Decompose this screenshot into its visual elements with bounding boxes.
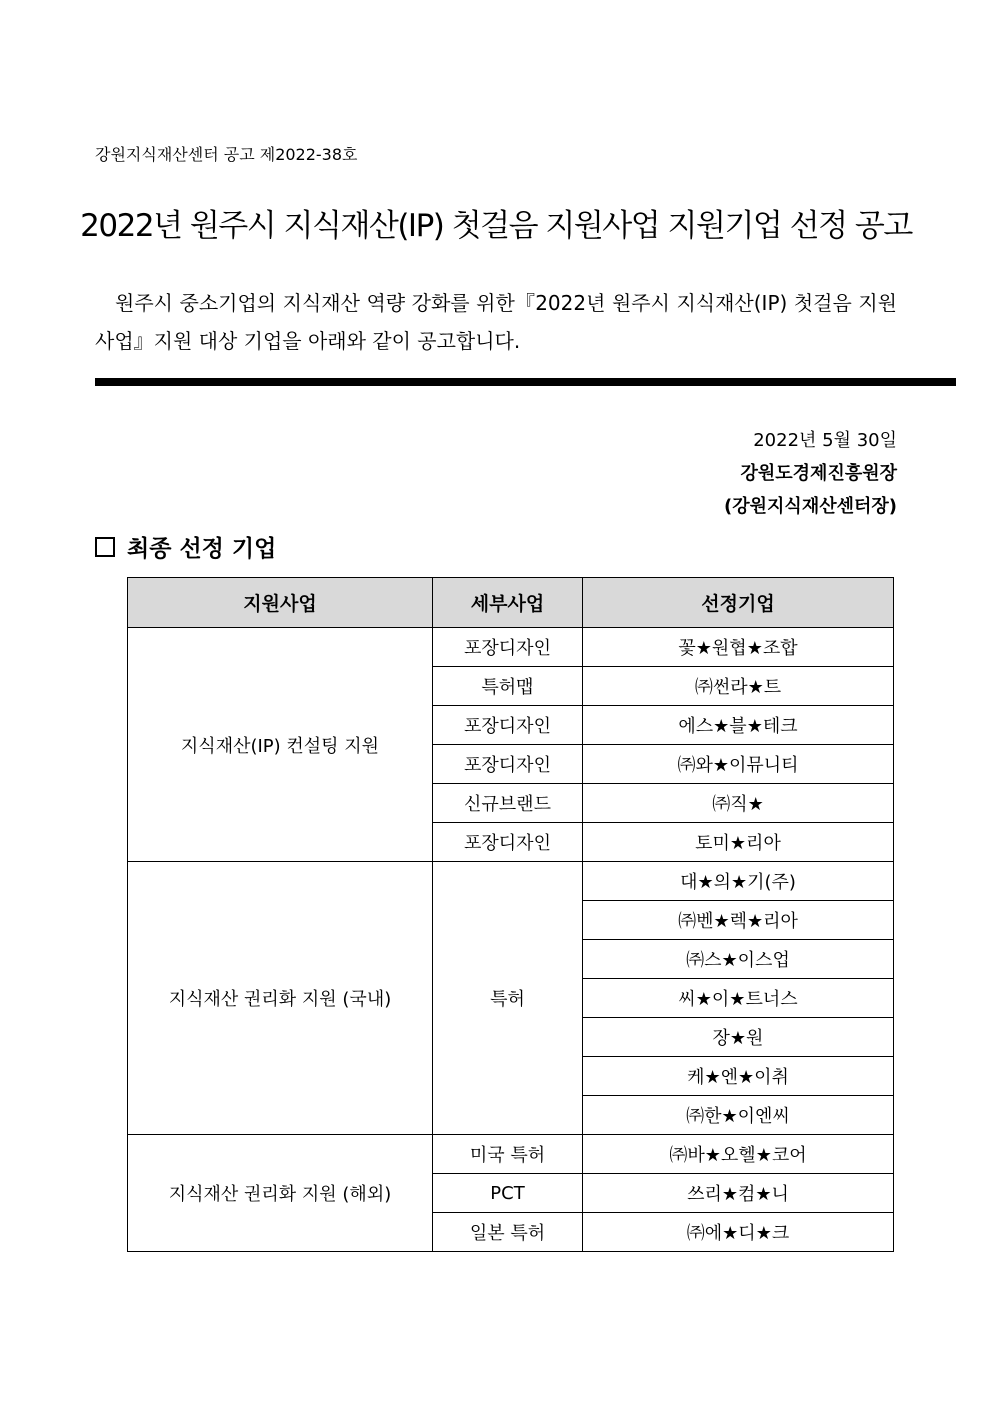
notice-date: 2022년 5월 30일 [753, 430, 897, 451]
company-cell: ㈜스★이스업 [583, 940, 894, 979]
intro-paragraph: 원주시 중소기업의 지식재산 역량 강화를 위한『2022년 원주시 지식재산(IP) 첫걸음 지원사업』지원 대상 기업을 아래와 같이 공고합니다. [95, 291, 897, 353]
company-cell: ㈜바★오헬★코어 [583, 1135, 894, 1174]
company-cell: ㈜썬라★트 [583, 667, 894, 706]
column-header: 지원사업 [128, 578, 433, 628]
divider [95, 378, 956, 386]
signature-block [724, 424, 897, 523]
selection-table [127, 577, 894, 1252]
company-cell: ㈜벤★렉★리아 [583, 901, 894, 940]
company-cell: ㈜한★이엔씨 [583, 1096, 894, 1135]
square-bullet-icon [95, 537, 115, 557]
sub-program-cell: 특허 [433, 862, 583, 1135]
company-cell: 토미★리아 [583, 823, 894, 862]
company-cell: 씨★이★트너스 [583, 979, 894, 1018]
program-cell: 지식재산 권리화 지원 (해외) [128, 1135, 433, 1252]
table-header-row [128, 578, 894, 628]
sub-program-cell: 미국 특허 [433, 1135, 583, 1174]
table-row [128, 1135, 894, 1174]
section-title: 최종 선정 기업 [127, 536, 277, 562]
section-heading [95, 530, 276, 563]
notice-number: 강원지식재산센터 공고 제2022-38호 [95, 145, 358, 164]
sub-program-cell: 포장디자인 [433, 628, 583, 667]
program-cell: 지식재산(IP) 컨설팅 지원 [128, 628, 433, 862]
table-row [128, 862, 894, 901]
sub-program-cell: 포장디자인 [433, 706, 583, 745]
column-header: 선정기업 [583, 578, 894, 628]
company-cell: ㈜직★ [583, 784, 894, 823]
issuer-sub-org: (강원지식재산센터장) [724, 496, 897, 517]
company-cell: ㈜에★디★크 [583, 1213, 894, 1252]
sub-program-cell: PCT [433, 1174, 583, 1213]
sub-program-cell: 포장디자인 [433, 823, 583, 862]
sub-program-cell: 특허맵 [433, 667, 583, 706]
sub-program-cell: 신규브랜드 [433, 784, 583, 823]
company-cell: 케★엔★이취 [583, 1057, 894, 1096]
company-cell: 에스★블★테크 [583, 706, 894, 745]
sub-program-cell: 일본 특허 [433, 1213, 583, 1252]
column-header: 세부사업 [433, 578, 583, 628]
company-cell: 쓰리★컴★니 [583, 1174, 894, 1213]
sub-program-cell: 포장디자인 [433, 745, 583, 784]
issuer-org: 강원도경제진흥원장 [740, 463, 897, 484]
company-cell: 장★원 [583, 1018, 894, 1057]
table-row [128, 628, 894, 667]
company-cell: 대★의★기(주) [583, 862, 894, 901]
company-cell: 꽃★원협★조합 [583, 628, 894, 667]
page-title: 2022년 원주시 지식재산(IP) 첫걸음 지원사업 지원기업 선정 공고 [80, 208, 912, 244]
company-cell: ㈜와★이뮤니티 [583, 745, 894, 784]
program-cell: 지식재산 권리화 지원 (국내) [128, 862, 433, 1135]
